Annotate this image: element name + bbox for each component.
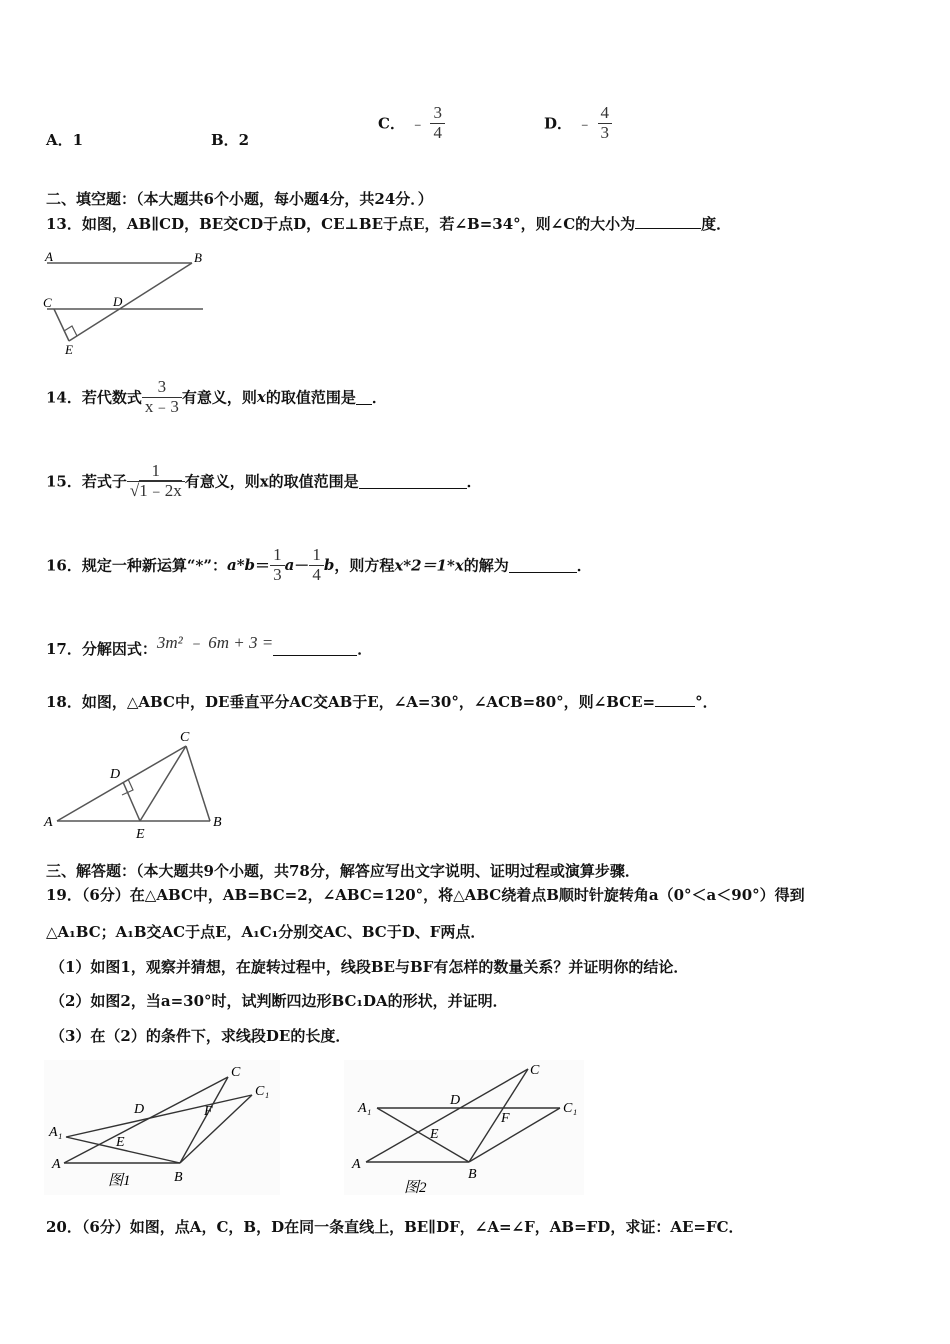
- section2-header: 二、填空题：（本大题共6个小题，每小题4分，共24分．）: [46, 190, 433, 208]
- q16-suffix: 的解为: [463, 556, 509, 575]
- q19-figure-2: [344, 1060, 584, 1195]
- q15-radicand: 1﹣2x: [139, 480, 182, 500]
- q15-text: [46, 462, 482, 500]
- q15-denominator: √1﹣2x: [127, 481, 185, 501]
- q16-prefix: 16．规定一种新运算“*”：: [46, 556, 227, 575]
- q16-mid: ，则方程: [334, 556, 395, 575]
- q14-text: [46, 378, 387, 416]
- line-be: [69, 263, 192, 341]
- option-c-prefix: C．: [378, 114, 405, 133]
- f1-label-e: E: [116, 1135, 125, 1150]
- q16-eq: ＝: [255, 556, 271, 575]
- f1-label-a1: A₁: [49, 1125, 63, 1140]
- q15-numerator: 1: [151, 461, 161, 480]
- q18-end: °．: [695, 693, 718, 711]
- q16-var-a: a: [284, 556, 295, 575]
- q14-numerator: 3: [157, 377, 167, 396]
- label-b: B: [194, 250, 202, 265]
- q16-fraction-1: [270, 546, 285, 584]
- q14-var: x: [256, 388, 266, 407]
- f2-label-c1: C₁: [563, 1101, 578, 1116]
- q15-end: ．: [466, 472, 482, 491]
- q13-answer-blank: [635, 214, 701, 229]
- q13-figure: [40, 246, 215, 358]
- f1-label-c1: C₁: [255, 1084, 270, 1099]
- f1-label-a: A: [52, 1157, 61, 1172]
- q17-expression: 3m² ﹣ 6m + 3 =: [156, 633, 274, 652]
- figure-2-background: [344, 1060, 584, 1195]
- q16-f1-numerator: 1: [273, 545, 282, 564]
- line-ce: [54, 309, 69, 341]
- f2-label-d: D: [450, 1093, 461, 1108]
- f2-label-f: F: [501, 1111, 510, 1126]
- q17-text: [46, 633, 373, 661]
- option-d-prefix: D．: [544, 114, 573, 133]
- label-e: E: [136, 827, 145, 842]
- label-d: D: [110, 767, 121, 782]
- q13-question: 13．如图，AB∥CD，BE交CD于点D，CE⊥BE于点E，若∠B=34°，则∠C的大小为: [46, 215, 636, 233]
- option-d: [544, 104, 612, 142]
- side-ac: [57, 746, 186, 821]
- option-d-numerator: 4: [600, 103, 609, 122]
- figure-1-caption: 图1: [108, 1173, 131, 1189]
- q15-fraction: [127, 462, 185, 500]
- f2-label-c: C: [530, 1063, 540, 1078]
- option-c-numerator: 3: [433, 103, 442, 122]
- q19-part3: （3）在（2）的条件下，求线段DE的长度．: [50, 1027, 351, 1045]
- f2-label-b: B: [468, 1167, 477, 1182]
- label-b: B: [213, 815, 222, 830]
- option-c-fraction: [430, 104, 445, 142]
- q18-answer-blank: [655, 692, 695, 707]
- q16-text: [46, 546, 592, 584]
- q18-figure: [40, 724, 240, 842]
- q15-prefix: 15．若式子: [46, 472, 127, 491]
- q16-f2-denominator: 4: [309, 565, 324, 585]
- label-c: C: [180, 730, 190, 745]
- q16-f1-denominator: 3: [270, 565, 285, 585]
- q15-suffix: 有意义，则x的取值范围是: [184, 472, 359, 491]
- q19-line1: 19．（6分）在△ABC中，AB=BC=2，∠ABC=120°，将△ABC绕着点B顺时针旋转角a（0°＜a＜90°）得到: [46, 886, 805, 904]
- q18-text: [46, 691, 718, 712]
- q14-suffix-a: 有意义，则: [181, 388, 257, 407]
- option-b: B．2: [211, 131, 250, 149]
- label-d: D: [113, 294, 123, 309]
- q17-end: ．: [357, 640, 373, 658]
- figure-1-background: [44, 1060, 280, 1195]
- q16-f2-numerator: 1: [312, 545, 321, 564]
- option-d-sign: ﹣: [577, 114, 593, 133]
- label-a: A: [45, 249, 53, 264]
- q14-answer-blank: [356, 390, 372, 405]
- q19-part2: （2）如图2，当a=30°时，试判断四边形BC₁DA的形状，并证明．: [50, 992, 508, 1010]
- q13-text: [46, 213, 731, 234]
- q19-line2: △A₁BC；A₁B交AC于点E，A₁C₁分别交AC、BC于D、F两点．: [46, 923, 486, 941]
- section3-header: 三、解答题：（本大题共9个小题，共78分，解答应写出文字说明、证明过程或演算步骤．: [46, 862, 640, 880]
- q16-minus: －: [294, 556, 310, 575]
- q17-prefix: 17．分解因式：: [46, 640, 157, 658]
- q14-end: ．: [371, 388, 387, 407]
- q16-lhs: a*b: [226, 556, 256, 575]
- figure-2-caption: 图2: [404, 1180, 427, 1195]
- segment-ce: [140, 746, 186, 821]
- label-c: C: [43, 295, 52, 310]
- q14-suffix-b: 的取值范围是: [265, 388, 356, 407]
- q14-fraction: [142, 378, 182, 416]
- q15-answer-blank: [359, 474, 467, 489]
- option-c-denominator: 4: [430, 123, 445, 143]
- q19-figure-1: [44, 1060, 280, 1195]
- side-bc: [186, 746, 210, 821]
- option-d-fraction: [598, 104, 613, 142]
- q20-text: 20．（6分）如图，点A，C，B，D在同一条直线上，BE∥DF，∠A=∠F，AB=FD，求证：AE=FC．: [46, 1218, 744, 1236]
- option-d-denominator: 3: [598, 123, 613, 143]
- q18-question: 18．如图，△ABC中，DE垂直平分AC交AB于E，∠A=30°，∠ACB=80°，则∠BCE=: [46, 693, 656, 711]
- q19-part1: （1）如图1，观察并猜想，在旋转过程中，线段BE与BF有怎样的数量关系？并证明你的结论．: [50, 958, 689, 976]
- q16-fraction-2: [309, 546, 324, 584]
- option-c: [378, 104, 445, 142]
- q14-prefix: 14．若代数式: [46, 388, 142, 407]
- label-e: E: [65, 342, 73, 357]
- f2-label-a: A: [352, 1157, 361, 1172]
- option-a: A．1: [46, 131, 84, 149]
- option-c-sign: ﹣: [410, 114, 426, 133]
- q14-denominator: x﹣3: [142, 397, 182, 417]
- q16-equation: x*2＝1*x: [394, 556, 464, 575]
- q17-answer-blank: [273, 641, 357, 656]
- f1-label-f: F: [204, 1104, 213, 1119]
- q16-end: ．: [576, 556, 592, 575]
- f1-label-d: D: [134, 1102, 145, 1117]
- f2-label-a1: A₁: [358, 1101, 372, 1116]
- q16-answer-blank: [509, 558, 577, 573]
- f1-label-b: B: [174, 1170, 183, 1185]
- q13-suffix: 度．: [701, 215, 732, 233]
- q16-var-b: b: [323, 556, 335, 575]
- label-a: A: [44, 815, 53, 830]
- f1-label-c: C: [231, 1065, 241, 1080]
- f2-label-e: E: [430, 1127, 439, 1142]
